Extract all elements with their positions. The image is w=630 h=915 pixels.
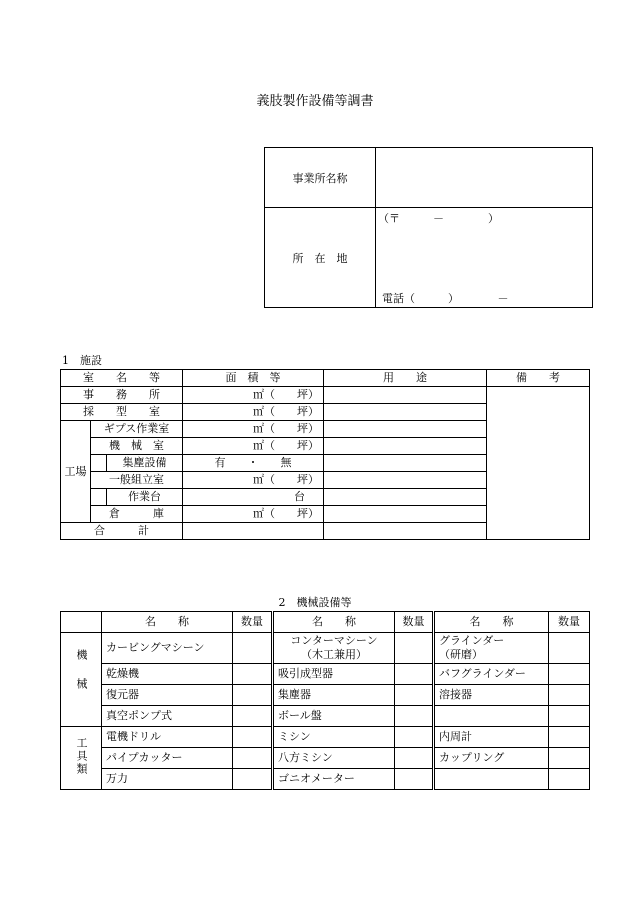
machine-name-cell: 乾燥機: [102, 664, 233, 685]
quantity-cell: [549, 633, 590, 664]
machine-name-cell: 電機ドリル: [102, 727, 233, 748]
quantity-cell: [549, 685, 590, 706]
use-cell: [324, 523, 487, 540]
group-tools-label: 工具類: [75, 736, 88, 776]
total-area-cell: [183, 523, 324, 540]
group-cell: [61, 727, 102, 790]
use-cell: [324, 455, 487, 472]
row-mold-room: 採 型 室: [61, 404, 183, 421]
row-gips: ギプス作業室: [91, 421, 183, 438]
phone-number: 電話（ ） －: [382, 292, 509, 305]
area-cell: ㎡（ 坪）: [183, 404, 324, 421]
quantity-cell: [549, 706, 590, 727]
header-qty: 数量: [549, 612, 590, 633]
quantity-cell: [549, 748, 590, 769]
machine-name-cell: ゴニオメーター: [273, 769, 395, 790]
office-info-box: [264, 147, 593, 308]
remarks-cell: [487, 387, 590, 540]
machine-name-cell: パイプカッター: [102, 748, 233, 769]
quantity-cell: [233, 633, 273, 664]
machine-name-cell: 吸引成型器: [273, 664, 395, 685]
use-cell: [324, 404, 487, 421]
machine-name-cell: カービングマシーン: [102, 633, 233, 664]
quantity-cell: [233, 769, 273, 790]
header-use: 用 途: [324, 370, 487, 387]
quantity-cell: [549, 727, 590, 748]
exists-cell: 有 ・ 無: [183, 455, 324, 472]
header-name: 名 称: [102, 612, 233, 633]
header-name: 名 称: [434, 612, 549, 633]
machine-name-cell: カップリング: [434, 748, 549, 769]
machine-name-cell: グラインダー （研磨）: [434, 633, 549, 664]
quantity-cell: [233, 727, 273, 748]
row-total: 合 計: [61, 523, 183, 540]
machine-name-cell: ミシン: [273, 727, 395, 748]
machine-name-cell: コンターマシーン （木工兼用）: [273, 633, 395, 664]
table-row: [61, 685, 590, 706]
quantity-cell: [233, 664, 273, 685]
use-cell: [324, 506, 487, 523]
machine-name-cell: 八方ミシン: [273, 748, 395, 769]
area-cell: ㎡（ 坪）: [183, 421, 324, 438]
machine-name-cell: [434, 769, 549, 790]
use-cell: [324, 421, 487, 438]
quantity-cell: [549, 769, 590, 790]
header-name: 名 称: [273, 612, 395, 633]
quantity-cell: [395, 727, 434, 748]
area-cell: ㎡（ 坪）: [183, 387, 324, 404]
address-label: 所 在 地: [292, 252, 348, 265]
header-qty: 数量: [395, 612, 434, 633]
use-cell: [324, 472, 487, 489]
row-warehouse: 倉 庫: [91, 506, 183, 523]
table-row: [61, 727, 590, 748]
facilities-table: [60, 369, 590, 540]
row-general-assembly: 一般組立室: [91, 472, 183, 489]
row-machine-room: 機 械 室: [91, 438, 183, 455]
table-row: [61, 633, 590, 664]
use-cell: [324, 438, 487, 455]
bench-cell: 台: [183, 489, 324, 506]
postal-code: （〒 － ）: [378, 212, 499, 225]
machine-name-cell: 溶接器: [434, 685, 549, 706]
machine-name-cell: 集塵器: [273, 685, 395, 706]
group-machine-label: 機械: [75, 648, 88, 707]
factory-label: 工場: [61, 421, 91, 523]
machine-name-cell: 内周計: [434, 727, 549, 748]
use-cell: [324, 489, 487, 506]
quantity-cell: [233, 748, 273, 769]
office-name-label: 事業所名称: [292, 172, 348, 185]
header-remarks: 備 考: [487, 370, 590, 387]
machine-name-cell: 復元器: [102, 685, 233, 706]
machine-name-cell: 真空ポンプ式: [102, 706, 233, 727]
row-workbench: 作業台: [107, 489, 183, 506]
page-title: 義肢製作設備等調書: [256, 94, 374, 109]
row-dust-equipment: 集塵設備: [107, 455, 183, 472]
quantity-cell: [395, 769, 434, 790]
header-qty: 数量: [233, 612, 273, 633]
header-area: 面 積 等: [183, 370, 324, 387]
area-cell: ㎡（ 坪）: [183, 438, 324, 455]
use-cell: [324, 387, 487, 404]
quantity-cell: [549, 664, 590, 685]
table-row: [61, 769, 590, 790]
header-room: 室 名 等: [61, 370, 183, 387]
quantity-cell: [233, 685, 273, 706]
quantity-cell: [395, 664, 434, 685]
machine-name-cell: 万力: [102, 769, 233, 790]
table-row: [61, 706, 590, 727]
area-cell: ㎡（ 坪）: [183, 506, 324, 523]
quantity-cell: [395, 633, 434, 664]
quantity-cell: [395, 706, 434, 727]
table-row: [61, 748, 590, 769]
machines-table: [60, 611, 590, 790]
machine-name-cell: バフグラインダー: [434, 664, 549, 685]
machine-name-cell: ボール盤: [273, 706, 395, 727]
group-cell: [61, 633, 102, 727]
facilities-heading: 1 施設: [62, 354, 102, 367]
quantity-cell: [395, 685, 434, 706]
machines-heading: 2 機械設備等: [278, 596, 352, 609]
quantity-cell: [395, 748, 434, 769]
row-office: 事 務 所: [61, 387, 183, 404]
area-cell: ㎡（ 坪）: [183, 472, 324, 489]
quantity-cell: [233, 706, 273, 727]
machine-name-cell: [434, 706, 549, 727]
table-row: [61, 664, 590, 685]
